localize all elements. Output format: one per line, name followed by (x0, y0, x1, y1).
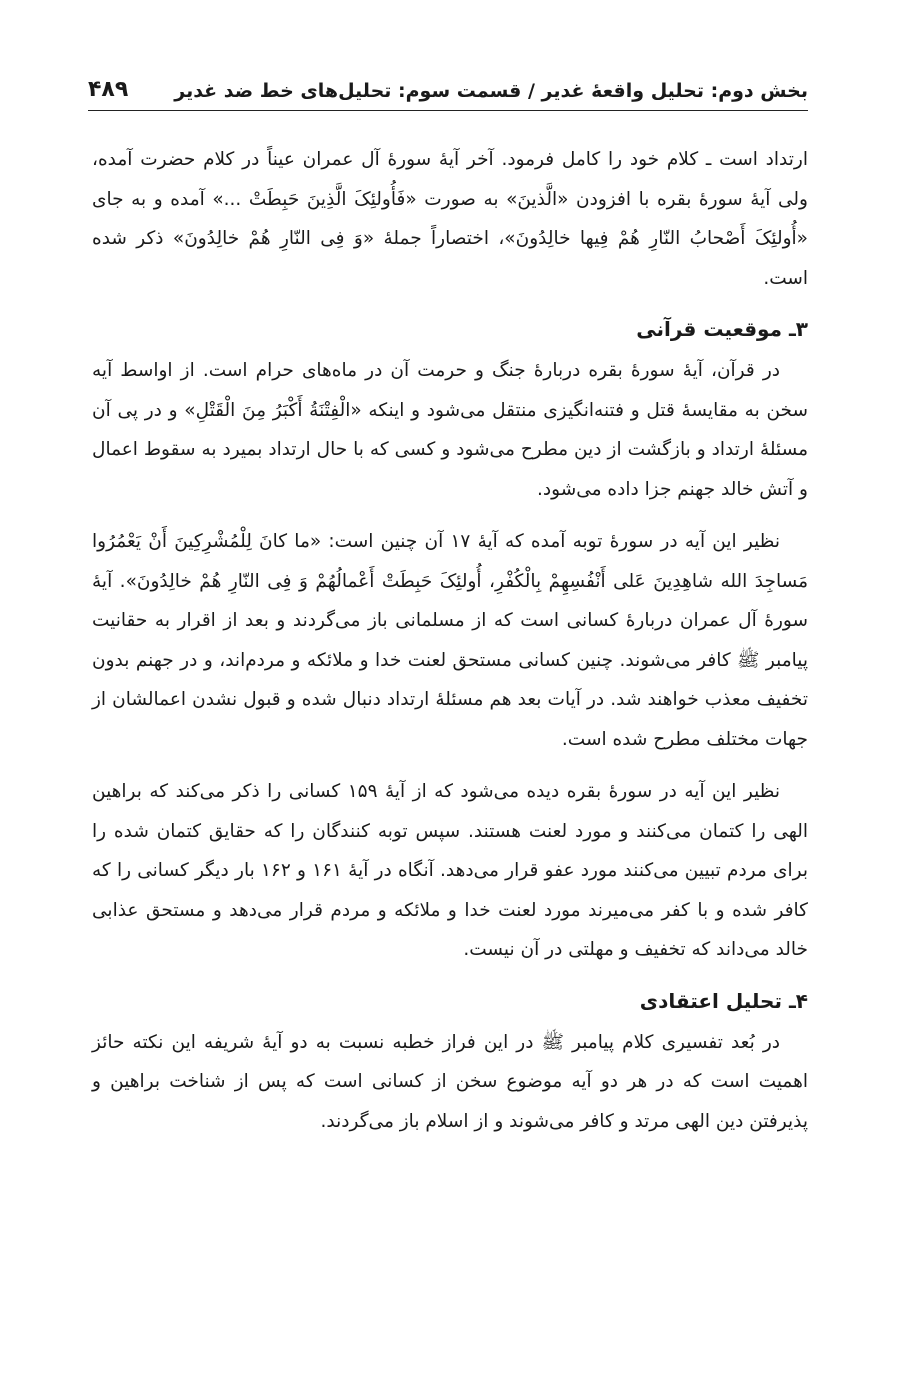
page-number: ۴۸۹ (88, 77, 129, 102)
page-header (88, 66, 808, 111)
paragraph-4: نظیر این آیه در سورهٔ بقره دیده می‌شود که از آیهٔ ۱۵۹ کسانی را ذکر می‌کند که براهین الهی را کتمان می‌کنند و مورد لعنت هستند. سپس توبه کنندگان را که حقایق کتمان شده را برای مردم تبیین می‌کنند مورد عفو قرار می‌دهد. آنگاه در آیهٔ ۱۶۱ و ۱۶۲ بار دیگر کسانی را که کافر شده و با کفر می‌میرند مورد لعنت خدا و ملائکه و مردم قرار می‌دهد و مستحق عذابی خالد می‌داند که تخفیف و مهلتی در آن نیست. (92, 781, 808, 960)
page-body (92, 140, 808, 1141)
running-title: بخش دوم: تحلیل واقعهٔ غدیر / قسمت سوم: تحلیل‌های خط ضد غدیر (174, 80, 808, 102)
section-heading-4: ۴ـ تحلیل اعتقادی (639, 988, 808, 1013)
paragraph-2: در قرآن، آیهٔ سورهٔ بقره دربارهٔ جنگ و حرمت آن در ماه‌های حرام است. از اواسط آیه سخن به مقایسهٔ قتل و فتنه‌انگیزی منتقل می‌شود و اینکه «الْفِتْنَةُ أَکْبَرُ مِنَ الْقَتْلِ» و در پی آن مسئلهٔ ارتداد و بازگشت از دین مطرح می‌شود و کسی که با حال ارتداد بمیرد به سقوط اعمال و آتش خالد جهنم جزا داده می‌شود. (92, 360, 808, 500)
paragraph-5: در بُعد تفسیری کلام پیامبر ﷺ در این فراز خطبه نسبت به دو آیهٔ شریفه این نکته حائز اهمیت است که در هر دو آیه موضوع سخن از کسانی است که پس از شناخت براهین و پذیرفتن دین الهی مرتد و کافر می‌شوند و از اسلام باز می‌گردند. (92, 1031, 808, 1132)
paragraph-3: نظیر این آیه در سورهٔ توبه آمده که آیهٔ ۱۷ آن چنین است: «ما کانَ لِلْمُشْرِکِینَ أَنْ یَعْمُرُوا مَساجِدَ الله شاهِدِینَ عَلی أَنْفُسِهِمْ بِالْکُفْرِ، أُولئِکَ حَبِطَتْ أَعْمالُهُمْ وَ فِی النّارِ هُمْ خالِدُونَ». آیهٔ سورهٔ آل عمران دربارهٔ کسانی است که از مسلمانی باز می‌گردند و بعد از اقرار به حقانیت پیامبر ﷺ کافر می‌شوند. چنین کسانی مستحق لعنت خدا و ملائکه و مردم‌اند، و در جهنم بدون تخفیف معذب خواهند شد. در آیات بعد هم مسئلهٔ ارتداد دنبال شده و قبول نشدن اعمالشان از جهات مختلف مطرح شده است. (92, 531, 808, 750)
paragraph-1: ارتداد است ـ کلام خود را کامل فرمود. آخر آیهٔ سورهٔ آل عمران عیناً در کلام حضرت آمده، ولی آیهٔ سورهٔ بقره با افزودن «الَّذینَ» به صورت «فَأُولئِکَ الَّذِینَ حَبِطَتْ ...» آمده و به جای «أُولئِکَ أَصْحابُ النّارِ هُمْ فِیها خالِدُونَ»، اختصاراً جملهٔ «وَ فِی النّارِ هُمْ خالِدُونَ» ذکر شده است. (92, 149, 808, 289)
section-heading-3: ۳ـ موقعیت قرآنی (636, 317, 808, 341)
